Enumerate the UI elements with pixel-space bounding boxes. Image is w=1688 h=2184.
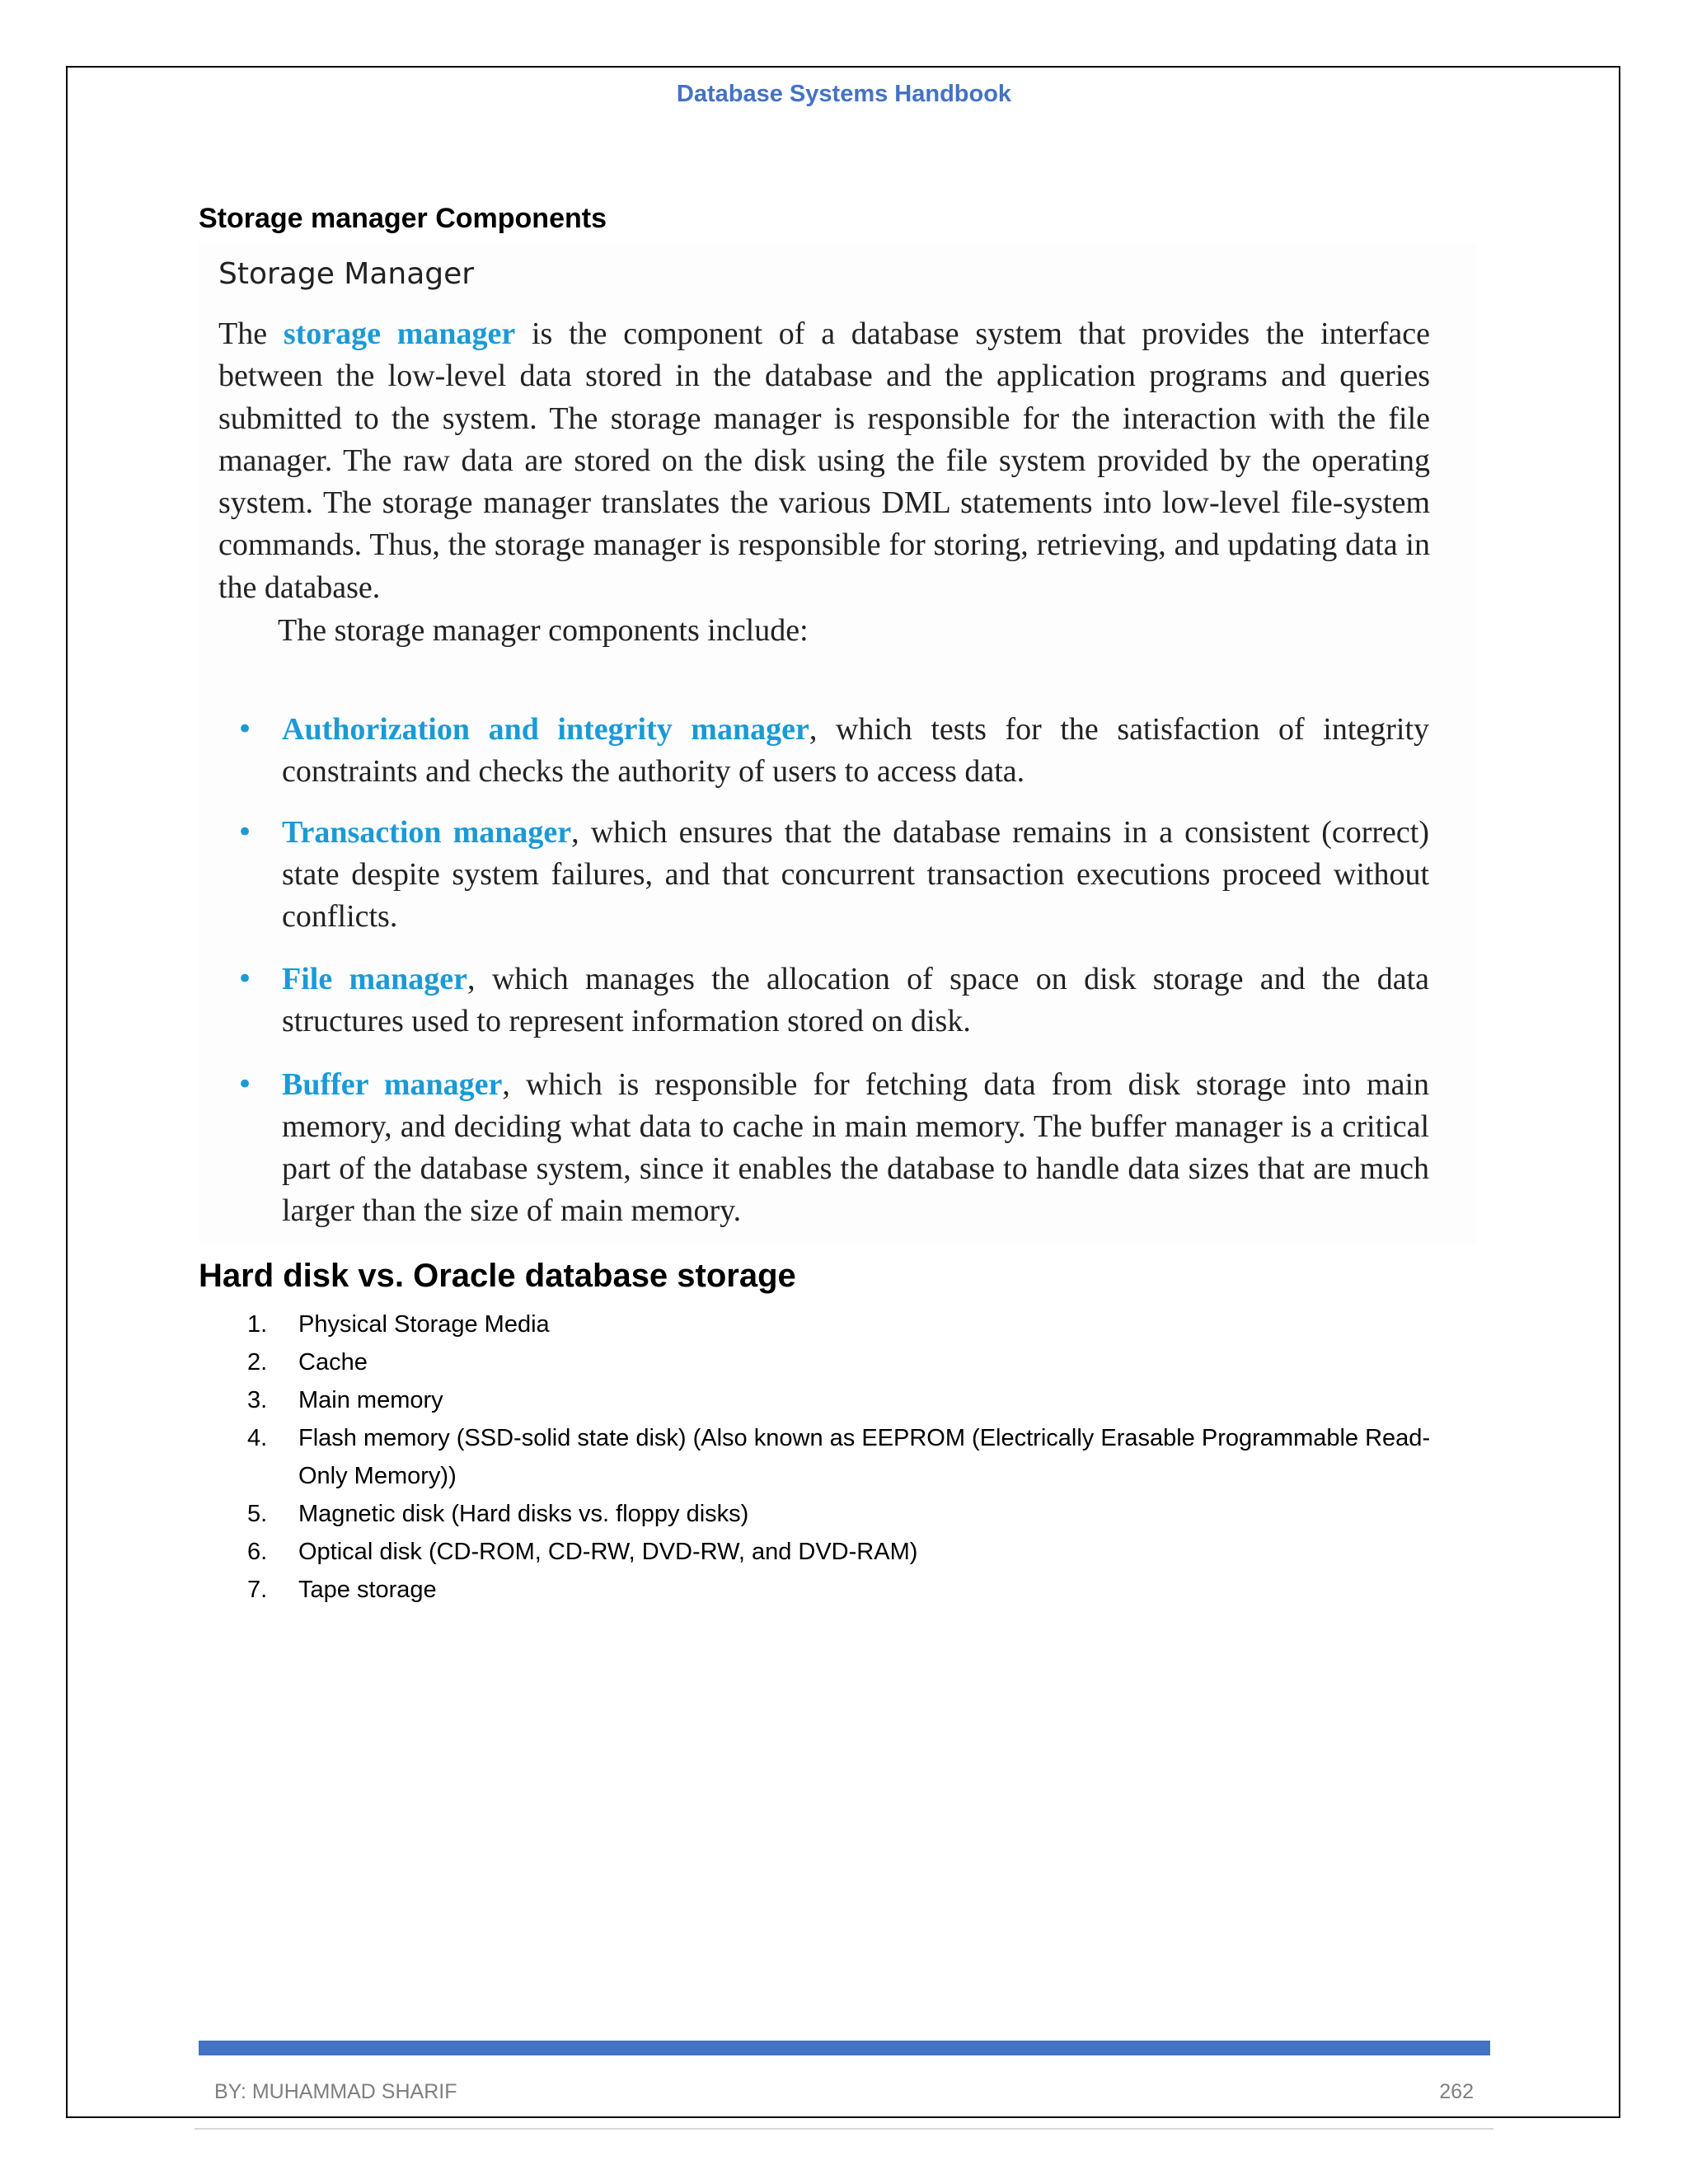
list-number: 1. <box>247 1311 268 1338</box>
list-number: 3. <box>247 1387 268 1413</box>
bullet-item <box>237 1064 1429 1232</box>
list-item <box>247 1533 1459 1571</box>
running-header: Database Systems Handbook <box>676 81 1012 107</box>
bullet-text: , which manages the allocation of space on disk storage and the data structures used to represent information stored on disk. <box>282 962 1430 1038</box>
list-item <box>247 1495 1459 1533</box>
excerpt-title: Storage Manager <box>218 257 475 291</box>
list-number: 6. <box>247 1539 268 1565</box>
excerpt-lead: The storage manager components include: <box>278 613 809 648</box>
list-item <box>247 1381 1459 1419</box>
list-text: Tape storage <box>298 1577 437 1603</box>
excerpt-paragraph <box>218 313 1430 609</box>
bullet-item <box>237 812 1430 938</box>
section-heading: Storage manager Components <box>199 203 607 234</box>
list-number: 7. <box>247 1577 268 1603</box>
list-text: Main memory <box>298 1387 443 1413</box>
footer-author: BY: MUHAMMAD SHARIF <box>214 2080 457 2103</box>
list-number: 4. <box>247 1425 268 1451</box>
bullet-text: , which tests for the satisfaction of integrity constraints and checks the authority of users to access data. <box>282 712 1430 789</box>
bullet-icon: • <box>237 816 254 849</box>
bullet-icon: • <box>237 963 254 996</box>
bottom-divider <box>195 2128 1493 2130</box>
list-item <box>247 1305 1459 1343</box>
bullet-term: Transaction manager <box>282 815 572 850</box>
bullet-term: File manager <box>282 962 468 996</box>
list-text: Physical Storage Media <box>298 1311 550 1338</box>
footer-rule <box>199 2041 1490 2055</box>
storage-heading: Hard disk vs. Oracle database storage <box>199 1258 796 1294</box>
list-number: 5. <box>247 1501 268 1527</box>
bullet-icon: • <box>237 713 254 746</box>
bullet-term: Authorization and integrity manager <box>282 712 809 747</box>
bullet-icon: • <box>237 1068 254 1101</box>
bullet-text: , which is responsible for fetching data from disk storage into main memory, and deciding what data to cache in main memory. The buffer manager is a critical part of the database system, since it enables the database to handle data sizes that are much larger than the size of main memory. <box>282 1067 1429 1228</box>
paragraph-body: is the component of a database system that provides the interface between the low-level data stored in the database and the application programs and queries submitted to the system. The storage manager is responsible for the interaction with the file manager. The raw data are stored on the disk using the file system provided by the operating system. The storage manager translates the various DML statements into low-level file-system commands. Thus, the storage manager is responsible for storing, retrieving, and updating data in the database. <box>218 316 1430 605</box>
bullet-term: Buffer manager <box>282 1067 503 1102</box>
page-number: 262 <box>1439 2080 1474 2103</box>
list-item <box>247 1419 1459 1495</box>
bullet-item <box>237 709 1430 793</box>
list-text: Magnetic disk (Hard disks vs. floppy disks) <box>298 1501 749 1527</box>
term-storage-manager: storage manager <box>283 316 516 351</box>
bullet-text: , which ensures that the database remains in a consistent (correct) state despite system failures, and that concurrent transaction executions proceed without conflicts. <box>282 815 1430 934</box>
list-text: Optical disk (CD-ROM, CD-RW, DVD-RW, and DVD-RAM) <box>298 1539 918 1565</box>
list-text: Flash memory (SSD-solid state disk) (Also known as EEPROM (Electrically Erasable Programmable Read-Only Memory)) <box>298 1425 1431 1489</box>
list-item <box>247 1343 1459 1381</box>
list-item <box>247 1571 1459 1609</box>
paragraph-pre: The <box>218 316 284 351</box>
list-number: 2. <box>247 1349 268 1376</box>
bullet-item <box>237 958 1430 1043</box>
list-text: Cache <box>298 1349 368 1376</box>
